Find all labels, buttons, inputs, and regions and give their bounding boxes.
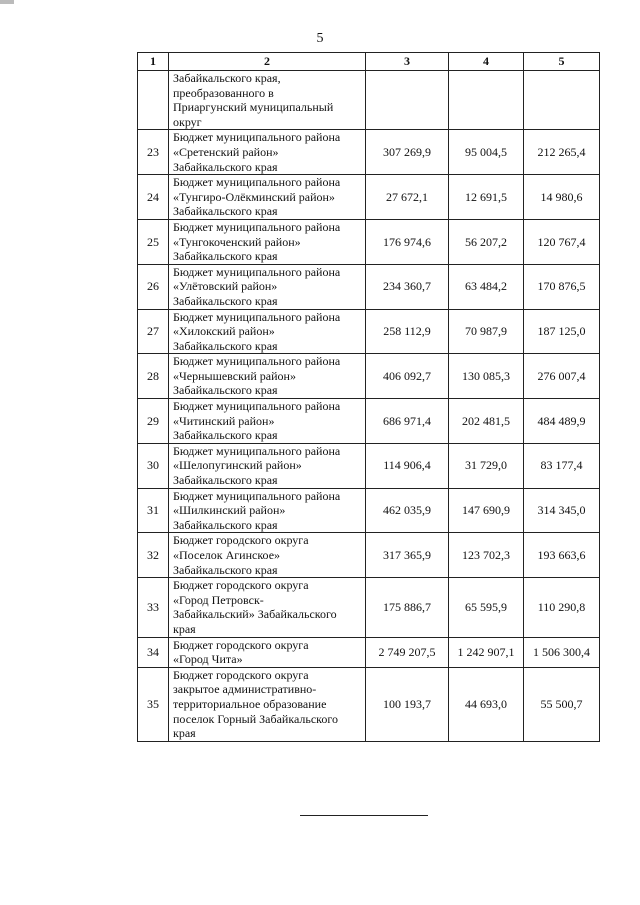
value-c4: 44 693,0 bbox=[449, 667, 524, 741]
value-c3 bbox=[366, 71, 449, 130]
budget-name-line: Забайкальский» Забайкальского bbox=[173, 607, 337, 622]
budget-name-line: округ bbox=[173, 114, 202, 129]
budget-name bbox=[169, 175, 366, 220]
budget-name-line: Бюджет муниципального района bbox=[173, 130, 341, 145]
budget-name-line: Забайкальского края bbox=[173, 473, 278, 488]
budget-name-line: Бюджет городского округа bbox=[173, 667, 309, 682]
budget-name-line: «Город Петровск- bbox=[173, 592, 264, 607]
value-c3: 176 974,6 bbox=[366, 219, 449, 264]
row-number: 23 bbox=[138, 130, 169, 175]
budget-name bbox=[169, 443, 366, 488]
budget-name bbox=[169, 578, 366, 637]
table-row bbox=[138, 443, 600, 488]
value-c5: 193 663,6 bbox=[524, 533, 600, 578]
budget-name-line: края bbox=[173, 621, 196, 636]
value-c5: 187 125,0 bbox=[524, 309, 600, 354]
value-c5: 14 980,6 bbox=[524, 175, 600, 220]
budget-name-line: преобразованного в bbox=[173, 85, 274, 100]
table-row bbox=[138, 130, 600, 175]
value-c3: 2 749 207,5 bbox=[366, 637, 449, 667]
table-row bbox=[138, 309, 600, 354]
value-c5: 83 177,4 bbox=[524, 443, 600, 488]
value-c5: 484 489,9 bbox=[524, 399, 600, 444]
table-row bbox=[138, 578, 600, 637]
value-c4: 31 729,0 bbox=[449, 443, 524, 488]
value-c4: 1 242 907,1 bbox=[449, 637, 524, 667]
budget-name bbox=[169, 488, 366, 533]
value-c5: 314 345,0 bbox=[524, 488, 600, 533]
budget-name-line: поселок Горный Забайкальского bbox=[173, 711, 339, 726]
header-col-1: 1 bbox=[138, 53, 169, 71]
budget-name-line: «Шилкинский район» bbox=[173, 503, 286, 518]
budget-name-line: «Хилокский район» bbox=[173, 324, 275, 339]
budget-name bbox=[169, 130, 366, 175]
value-c4: 123 702,3 bbox=[449, 533, 524, 578]
row-number: 30 bbox=[138, 443, 169, 488]
value-c5: 110 290,8 bbox=[524, 578, 600, 637]
budget-name-line: Забайкальского края bbox=[173, 383, 278, 398]
budget-name-line: «Сретенский район» bbox=[173, 144, 279, 159]
table-row bbox=[138, 264, 600, 309]
row-number: 33 bbox=[138, 578, 169, 637]
budget-name-line: Забайкальского края bbox=[173, 338, 278, 353]
budget-name bbox=[169, 71, 366, 130]
table-header-row bbox=[138, 53, 600, 71]
budget-name-line: Бюджет городского округа bbox=[173, 578, 309, 593]
value-c4: 12 691,5 bbox=[449, 175, 524, 220]
table-row bbox=[138, 175, 600, 220]
budget-name-line: Бюджет муниципального района bbox=[173, 399, 341, 414]
budget-name bbox=[169, 309, 366, 354]
header-col-5: 5 bbox=[524, 53, 600, 71]
row-number: 29 bbox=[138, 399, 169, 444]
value-c5: 276 007,4 bbox=[524, 354, 600, 399]
budget-name bbox=[169, 219, 366, 264]
table-row bbox=[138, 667, 600, 741]
budget-name-line: «Поселок Агинское» bbox=[173, 548, 281, 562]
budget-name-line: Бюджет муниципального района bbox=[173, 443, 341, 458]
budget-name-line: Бюджет муниципального района bbox=[173, 309, 341, 324]
table-row bbox=[138, 637, 600, 667]
budget-name-line: «Тунгиро-Олёкминский район» bbox=[173, 189, 335, 204]
value-c4: 56 207,2 bbox=[449, 219, 524, 264]
value-c4: 63 484,2 bbox=[449, 264, 524, 309]
row-number: 35 bbox=[138, 667, 169, 741]
row-number: 34 bbox=[138, 637, 169, 667]
budget-name bbox=[169, 533, 366, 578]
value-c3: 234 360,7 bbox=[366, 264, 449, 309]
value-c3: 307 269,9 bbox=[366, 130, 449, 175]
budget-name-line: «Город Чита» bbox=[173, 652, 243, 667]
budget-name-line: Забайкальского края bbox=[173, 517, 278, 532]
budget-name-line: Бюджет городского округа bbox=[173, 533, 309, 548]
budget-name-line: Бюджет муниципального района bbox=[173, 264, 341, 279]
table-row bbox=[138, 71, 600, 130]
budget-name-line: Бюджет муниципального района bbox=[173, 219, 341, 234]
budget-name-line: Бюджет муниципального района bbox=[173, 488, 341, 503]
header-col-3: 3 bbox=[366, 53, 449, 71]
value-c3: 27 672,1 bbox=[366, 175, 449, 220]
scan-corner-mark bbox=[0, 0, 14, 4]
table-body bbox=[138, 71, 600, 742]
value-c4: 70 987,9 bbox=[449, 309, 524, 354]
value-c4: 130 085,3 bbox=[449, 354, 524, 399]
budget-name-line: Забайкальского края bbox=[173, 249, 278, 264]
value-c5: 1 506 300,4 bbox=[524, 637, 600, 667]
header-col-4: 4 bbox=[449, 53, 524, 71]
budget-name-line: Забайкальского края bbox=[173, 293, 278, 308]
budget-name-line: «Улётовский район» bbox=[173, 279, 278, 294]
page-number: 5 bbox=[316, 31, 324, 46]
row-number: 25 bbox=[138, 219, 169, 264]
table-row bbox=[138, 488, 600, 533]
value-c3: 175 886,7 bbox=[366, 578, 449, 637]
value-c5: 212 265,4 bbox=[524, 130, 600, 175]
value-c5: 120 767,4 bbox=[524, 219, 600, 264]
budget-name-line: Бюджет муниципального района bbox=[173, 354, 341, 369]
table-row bbox=[138, 354, 600, 399]
value-c5 bbox=[524, 71, 600, 130]
value-c5: 170 876,5 bbox=[524, 264, 600, 309]
value-c4: 65 595,9 bbox=[449, 578, 524, 637]
value-c3: 114 906,4 bbox=[366, 443, 449, 488]
table-row bbox=[138, 219, 600, 264]
value-c3: 406 092,7 bbox=[366, 354, 449, 399]
value-c4: 147 690,9 bbox=[449, 488, 524, 533]
row-number: 32 bbox=[138, 533, 169, 578]
value-c5: 55 500,7 bbox=[524, 667, 600, 741]
budget-name-line: «Шелопугинский район» bbox=[173, 458, 302, 473]
budget-name bbox=[169, 637, 366, 667]
budget-name bbox=[169, 354, 366, 399]
budget-name-line: Забайкальского края bbox=[173, 159, 278, 174]
budget-name-line: Приаргунский муниципальный bbox=[173, 100, 334, 115]
value-c4: 202 481,5 bbox=[449, 399, 524, 444]
table-row bbox=[138, 399, 600, 444]
budget-name-line: Бюджет муниципального района bbox=[173, 175, 341, 190]
row-number: 31 bbox=[138, 488, 169, 533]
value-c4 bbox=[449, 71, 524, 130]
row-number: 27 bbox=[138, 309, 169, 354]
value-c4: 95 004,5 bbox=[449, 130, 524, 175]
footer-rule bbox=[300, 815, 428, 816]
budget-name-line: края bbox=[173, 726, 196, 741]
budget-name-line: Забайкальского края bbox=[173, 428, 278, 443]
budget-name-line: территориальное образование bbox=[173, 696, 327, 711]
budget-name-line: Забайкальского края bbox=[173, 204, 278, 219]
budget-table bbox=[137, 52, 600, 742]
budget-name-line: «Тунгокоченский район» bbox=[173, 234, 301, 249]
value-c3: 686 971,4 bbox=[366, 399, 449, 444]
budget-name bbox=[169, 399, 366, 444]
row-number bbox=[138, 71, 169, 130]
budget-name-line: Забайкальского края bbox=[173, 562, 278, 577]
value-c3: 258 112,9 bbox=[366, 309, 449, 354]
value-c3: 317 365,9 bbox=[366, 533, 449, 578]
table-row bbox=[138, 533, 600, 578]
value-c3: 100 193,7 bbox=[366, 667, 449, 741]
row-number: 26 bbox=[138, 264, 169, 309]
budget-name-line: Забайкальского края, bbox=[173, 71, 281, 85]
budget-name-line: Бюджет городского округа bbox=[173, 637, 309, 652]
row-number: 28 bbox=[138, 354, 169, 399]
budget-name bbox=[169, 667, 366, 741]
budget-name-line: закрытое административно- bbox=[173, 682, 317, 697]
row-number: 24 bbox=[138, 175, 169, 220]
budget-name-line: «Читинский район» bbox=[173, 413, 275, 428]
header-col-2: 2 bbox=[169, 53, 366, 71]
value-c3: 462 035,9 bbox=[366, 488, 449, 533]
budget-name-line: «Чернышевский район» bbox=[173, 368, 296, 383]
budget-name bbox=[169, 264, 366, 309]
